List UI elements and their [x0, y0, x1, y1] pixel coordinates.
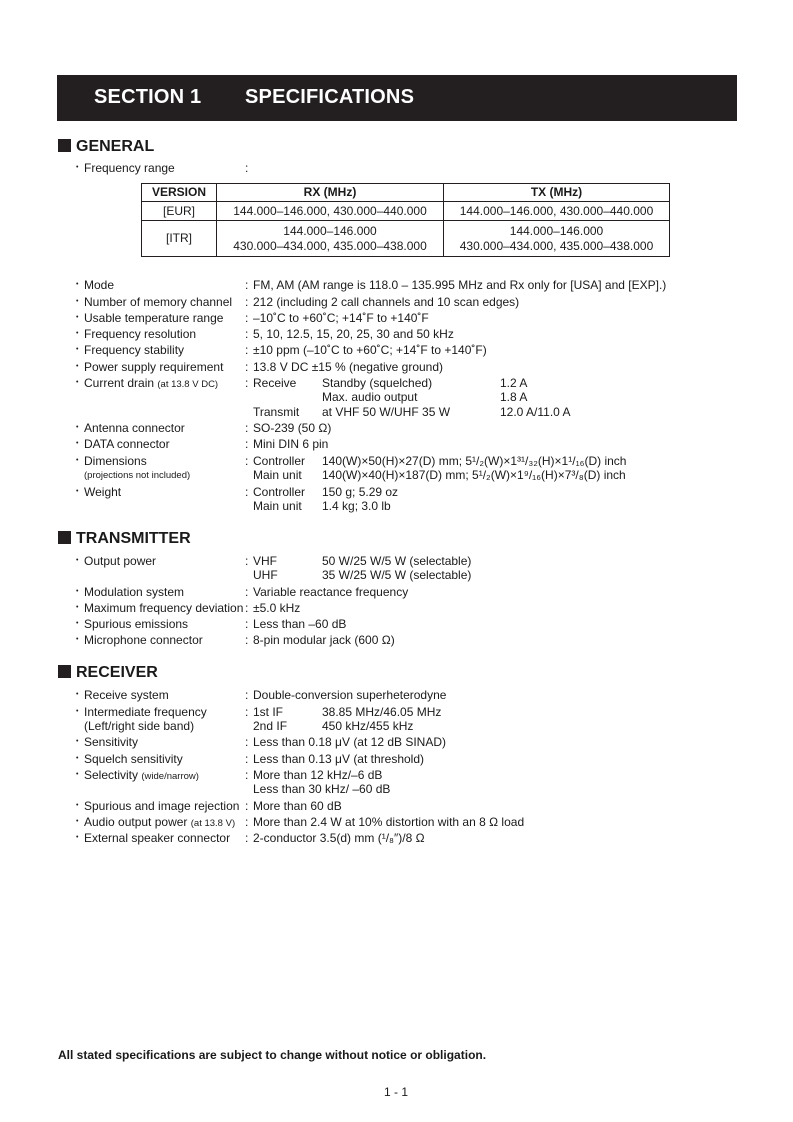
transmit-value: 12.0 A/11.0 A: [500, 405, 571, 419]
max-audio-label: Max. audio output: [322, 390, 418, 404]
temp-label: Usable temperature range: [84, 311, 224, 325]
colon: :: [245, 437, 249, 451]
dimensions-note: (projections not included): [84, 470, 191, 481]
colon: :: [245, 454, 249, 468]
col-header-tx: TX (MHz): [444, 184, 670, 202]
bullet: •: [76, 755, 79, 762]
colon: :: [245, 768, 249, 782]
rx-line: 430.000–434.000, 435.000–438.000: [233, 238, 427, 253]
dim-main-label: Main unit: [253, 468, 302, 482]
uhf-label: UHF: [253, 568, 278, 582]
rx-cell: 144.000–146.000, 430.000–440.000: [217, 202, 444, 221]
version-cell: [EUR]: [142, 202, 217, 221]
colon: :: [245, 311, 249, 325]
weight-controller-label: Controller: [253, 485, 306, 499]
squelch-label: Squelch sensitivity: [84, 752, 183, 766]
memory-label: Number of memory channel: [84, 295, 233, 309]
dim-controller-value: 140(W)×50(H)×27(D) mm; 5¹/₂(W)×1³¹/₃₂(H)×1¹/₁₆(D) inch: [322, 454, 627, 468]
memory-value: 212 (including 2 call channels and 10 scan edges): [253, 295, 520, 309]
colon: :: [245, 161, 249, 175]
colon: :: [245, 633, 249, 647]
stability-value: ±10 ppm (–10˚C to +60˚C; +14˚F to +140˚F): [253, 343, 487, 357]
heading-square-icon: [58, 139, 71, 152]
power-supply-value: 13.8 V DC ±15 % (negative ground): [253, 360, 444, 374]
colon: :: [245, 735, 249, 749]
colon: :: [245, 376, 249, 390]
table-header-row: [142, 184, 670, 202]
antenna-label: Antenna connector: [84, 421, 185, 435]
bullet: •: [76, 457, 79, 464]
tx-cell: [444, 221, 670, 257]
heading-square-icon: [58, 665, 71, 678]
page-number: 1 - 1: [384, 1085, 409, 1099]
heading-square-icon: [58, 531, 71, 544]
spurious-label: Spurious emissions: [84, 617, 189, 631]
spurious-image-label: Spurious and image rejection: [84, 799, 240, 813]
bullet: •: [76, 298, 79, 305]
bullet: •: [76, 488, 79, 495]
standby-label: Standby (squelched): [322, 376, 433, 390]
col-header-version: VERSION: [142, 184, 217, 202]
output-power-label: Output power: [84, 554, 157, 568]
bullet: •: [76, 738, 79, 745]
antenna-value: SO-239 (50 Ω): [253, 421, 332, 435]
deviation-value: ±5.0 kHz: [253, 601, 301, 615]
tx-cell: 144.000–146.000, 430.000–440.000: [444, 202, 670, 221]
dim-main-value: 140(W)×40(H)×187(D) mm; 5¹/₂(W)×1⁹/₁₆(H)×7³/₈(D) inch: [322, 468, 626, 482]
audio-output-value: More than 2.4 W at 10% distortion with an 8 Ω load: [253, 815, 525, 829]
colon: :: [245, 360, 249, 374]
modulation-value: Variable reactance frequency: [253, 585, 409, 599]
freq-range-label: Frequency range: [84, 161, 175, 175]
rx-line: 144.000–146.000: [283, 223, 377, 238]
transmit-label: Transmit: [253, 405, 300, 419]
general-heading: GENERAL: [58, 138, 154, 156]
tx-line: 144.000–146.000: [509, 223, 604, 238]
bullet: •: [76, 330, 79, 337]
table-row: [142, 202, 670, 221]
rx-cell: [217, 221, 444, 257]
resolution-label: Frequency resolution: [84, 327, 197, 341]
bullet: •: [76, 314, 79, 321]
transmitter-heading: TRANSMITTER: [58, 530, 191, 548]
colon: :: [245, 295, 249, 309]
bullet: •: [76, 636, 79, 643]
if-label: Intermediate frequency: [84, 705, 207, 719]
selectivity-value-2: Less than 30 kHz/ –60 dB: [253, 782, 391, 796]
bullet: •: [76, 363, 79, 370]
selectivity-value-1: More than 12 kHz/–6 dB: [253, 768, 383, 782]
table-row: [142, 221, 670, 257]
bullet: •: [76, 818, 79, 825]
bullet: •: [76, 346, 79, 353]
mic-value: 8-pin modular jack (600 Ω): [253, 633, 395, 647]
mic-label: Microphone connector: [84, 633, 203, 647]
current-drain-label: Current drain (at 13.8 V DC): [84, 376, 219, 390]
ext-speaker-value: 2-conductor 3.5(d) mm (¹/₈″)/8 Ω: [253, 831, 425, 845]
audio-output-note: (at 13.8 V): [190, 818, 236, 829]
receiver-heading: RECEIVER: [58, 664, 158, 682]
section-title: SPECIFICATIONS: [245, 86, 415, 108]
colon: :: [245, 752, 249, 766]
dimensions-label: Dimensions: [84, 454, 147, 468]
colon: :: [245, 688, 249, 702]
max-audio-value: 1.8 A: [500, 390, 528, 404]
colon: :: [245, 799, 249, 813]
resolution-value: 5, 10, 12.5, 15, 20, 25, 30 and 50 kHz: [253, 327, 454, 341]
bullet: •: [76, 708, 79, 715]
squelch-value: Less than 0.13 μV (at threshold): [253, 752, 425, 766]
weight-label: Weight: [84, 485, 122, 499]
bullet: •: [76, 588, 79, 595]
colon: :: [245, 327, 249, 341]
transmit-condition: at VHF 50 W/UHF 35 W: [322, 405, 451, 419]
weight-main-label: Main unit: [253, 499, 302, 513]
receive-system-value: Double-conversion superheterodyne: [253, 688, 447, 702]
bullet: •: [76, 281, 79, 288]
col-header-rx: RX (MHz): [217, 184, 444, 202]
uhf-value: 35 W/25 W/5 W (selectable): [322, 568, 472, 582]
if-label-2: (Left/right side band): [84, 719, 195, 733]
bullet: •: [76, 379, 79, 386]
colon: :: [245, 421, 249, 435]
bullet: •: [76, 834, 79, 841]
vhf-label: VHF: [253, 554, 277, 568]
first-if-value: 38.85 MHz/46.05 MHz: [322, 705, 442, 719]
colon: :: [245, 831, 249, 845]
second-if-value: 450 kHz/455 kHz: [322, 719, 414, 733]
second-if-label: 2nd IF: [253, 719, 288, 733]
selectivity-label: Selectivity (wide/narrow): [84, 768, 199, 782]
spurious-image-value: More than 60 dB: [253, 799, 342, 813]
weight-main-value: 1.4 kg; 3.0 lb: [322, 499, 391, 513]
deviation-label: Maximum frequency deviation: [84, 601, 244, 615]
colon: :: [245, 554, 249, 568]
current-drain-note: (at 13.8 V DC): [157, 379, 219, 390]
standby-value: 1.2 A: [500, 376, 528, 390]
mode-label: Mode: [84, 278, 115, 292]
frequency-table: [141, 183, 670, 257]
data-connector-label: DATA connector: [84, 437, 170, 451]
ext-speaker-label: External speaker connector: [84, 831, 231, 845]
temp-value: –10˚C to +60˚C; +14˚F to +140˚F: [253, 311, 429, 325]
colon: :: [245, 343, 249, 357]
spurious-value: Less than –60 dB: [253, 617, 347, 631]
receive-system-label: Receive system: [84, 688, 169, 702]
bullet: •: [76, 424, 79, 431]
power-supply-label: Power supply requirement: [84, 360, 224, 374]
sensitivity-value: Less than 0.18 μV (at 12 dB SINAD): [253, 735, 447, 749]
modulation-label: Modulation system: [84, 585, 185, 599]
vhf-value: 50 W/25 W/5 W (selectable): [322, 554, 472, 568]
colon: :: [245, 585, 249, 599]
first-if-label: 1st IF: [253, 705, 284, 719]
sensitivity-label: Sensitivity: [84, 735, 139, 749]
colon: :: [245, 815, 249, 829]
dim-controller-label: Controller: [253, 454, 306, 468]
section-number: SECTION 1: [94, 86, 202, 108]
bullet: •: [76, 440, 79, 447]
data-connector-value: Mini DIN 6 pin: [253, 437, 329, 451]
receive-label: Receive: [253, 376, 297, 390]
colon: :: [245, 617, 249, 631]
bullet: •: [76, 620, 79, 627]
bullet: •: [76, 771, 79, 778]
audio-output-label: Audio output power (at 13.8 V): [84, 815, 236, 829]
section-banner: [57, 75, 737, 121]
stability-label: Frequency stability: [84, 343, 185, 357]
colon: :: [245, 485, 249, 499]
bullet: •: [76, 164, 79, 171]
bullet: •: [76, 604, 79, 611]
bullet: •: [76, 557, 79, 564]
mode-value: FM, AM (AM range is 118.0 – 135.995 MHz and Rx only for [USA] and [EXP].): [253, 278, 667, 292]
weight-controller-value: 150 g; 5.29 oz: [322, 485, 399, 499]
version-cell: [ITR]: [142, 221, 217, 257]
colon: :: [245, 705, 249, 719]
colon: :: [245, 601, 249, 615]
bullet: •: [76, 802, 79, 809]
selectivity-note: (wide/narrow): [141, 771, 199, 782]
footer-note: All stated specifications are subject to change without notice or obligation.: [58, 1048, 487, 1062]
colon: :: [245, 278, 249, 292]
tx-line: 430.000–434.000, 435.000–438.000: [459, 238, 654, 253]
bullet: •: [76, 691, 79, 698]
